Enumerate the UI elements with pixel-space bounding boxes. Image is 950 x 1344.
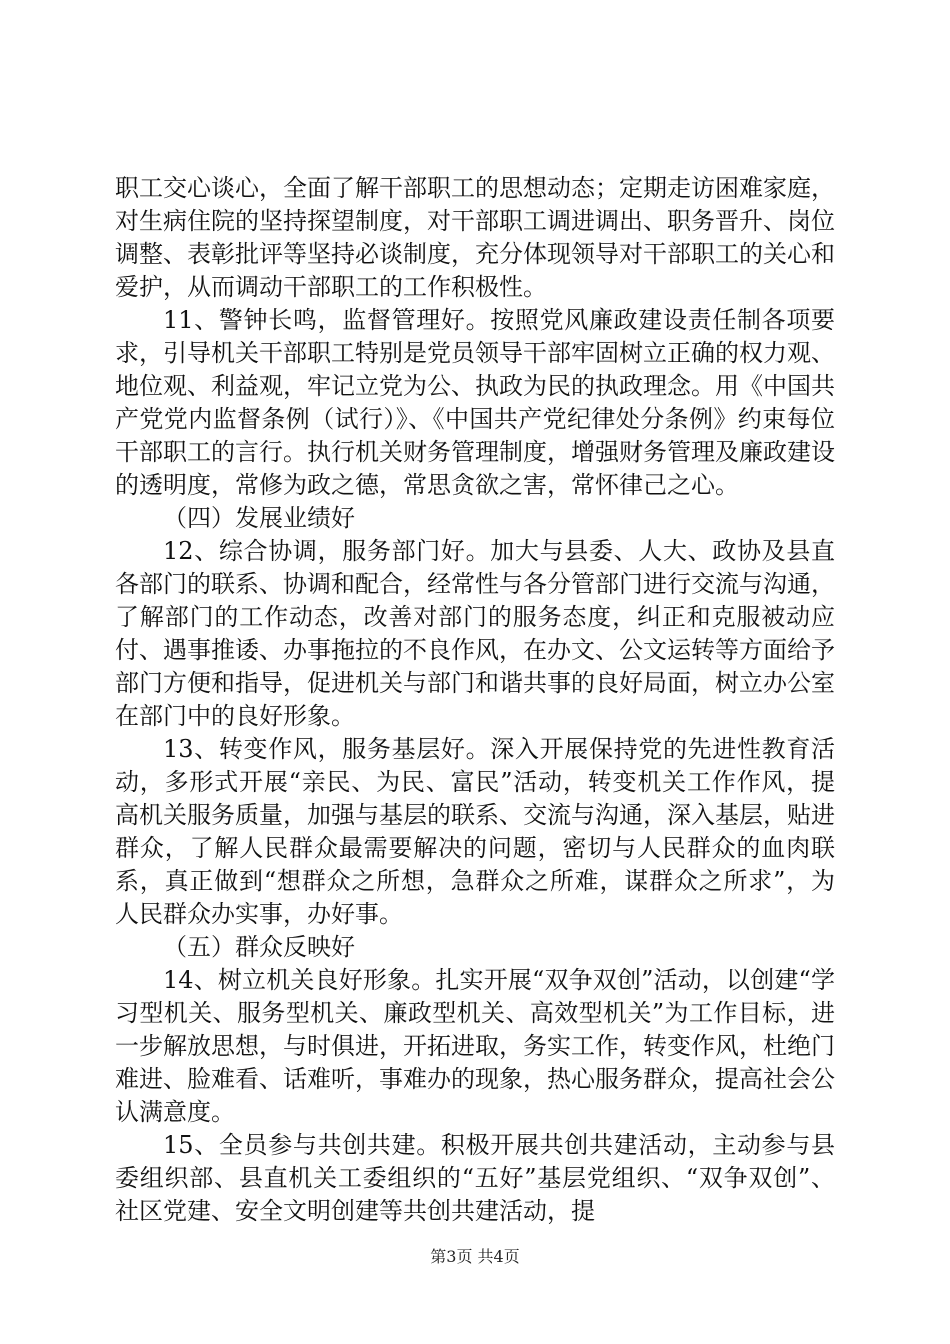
paragraph-item-12: 12、综合协调，服务部门好。加大与县委、人大、政协及县直各部门的联系、协调和配合，经常性与各分管部门进行交流与沟通，了解部门的工作动态，改善对部门的服务态度，纠正和克服被动应付、遇事推诿、办事拖拉的不良作风，在办文、公文运转等方面给予部门方便和指导，促进机关与部门和谐共事的良好局面，树立办公室在部门中的良好形象。 (115, 537, 835, 730)
document-body (115, 172, 835, 1228)
paragraph-continuation: 职工交心谈心，全面了解干部职工的思想动态；定期走访困难家庭，对生病住院的坚持探望制度，对干部职工调进调出、职务晋升、岗位调整、表彰批评等坚持必谈制度，充分体现领导对干部职工的关心和爱护，从而调动干部职工的工作积极性。 (115, 174, 835, 301)
section-heading-5: （五）群众反映好 (163, 933, 355, 961)
paragraph-item-14: 14、树立机关良好形象。扎实开展“双争双创”活动，以创建“学习型机关、服务型机关、廉政型机关、高效型机关”为工作目标，进一步解放思想，与时俱进，开拓进取，务实工作，转变作风，杜绝门难进、脸难看、话难听，事难办的现象，热心服务群众，提高社会公认满意度。 (115, 966, 835, 1126)
paragraph-item-15: 15、全员参与共创共建。积极开展共创共建活动，主动参与县委组织部、县直机关工委组织的“五好”基层党组织、“双争双创”、社区党建、安全文明创建等共创共建活动，提 (115, 1131, 835, 1225)
paragraph-item-13: 13、转变作风，服务基层好。深入开展保持党的先进性教育活动，多形式开展“亲民、为民、富民”活动，转变机关工作作风，提高机关服务质量，加强与基层的联系、交流与沟通，深入基层，贴进群众，了解人民群众最需要解决的问题，密切与人民群众的血肉联系，真正做到“想群众之所想，急群众之所难，谋群众之所求”，为人民群众办实事，办好事。 (115, 735, 835, 928)
page-number-footer: 第3页 共4页 (430, 1247, 520, 1266)
paragraph-item-11: 11、警钟长鸣，监督管理好。按照党风廉政建设责任制各项要求，引导机关干部职工特别是党员领导干部牢固树立正确的权力观、地位观、利益观，牢记立党为公、执政为民的执政理念。用《中国共产党党内监督条例（试行）》、《中国共产党纪律处分条例》约束每位干部职工的言行。执行机关财务管理制度，增强财务管理及廉政建设的透明度，常修为政之德，常思贪欲之害，常怀律己之心。 (115, 306, 835, 499)
section-heading-4: （四）发展业绩好 (163, 504, 355, 532)
